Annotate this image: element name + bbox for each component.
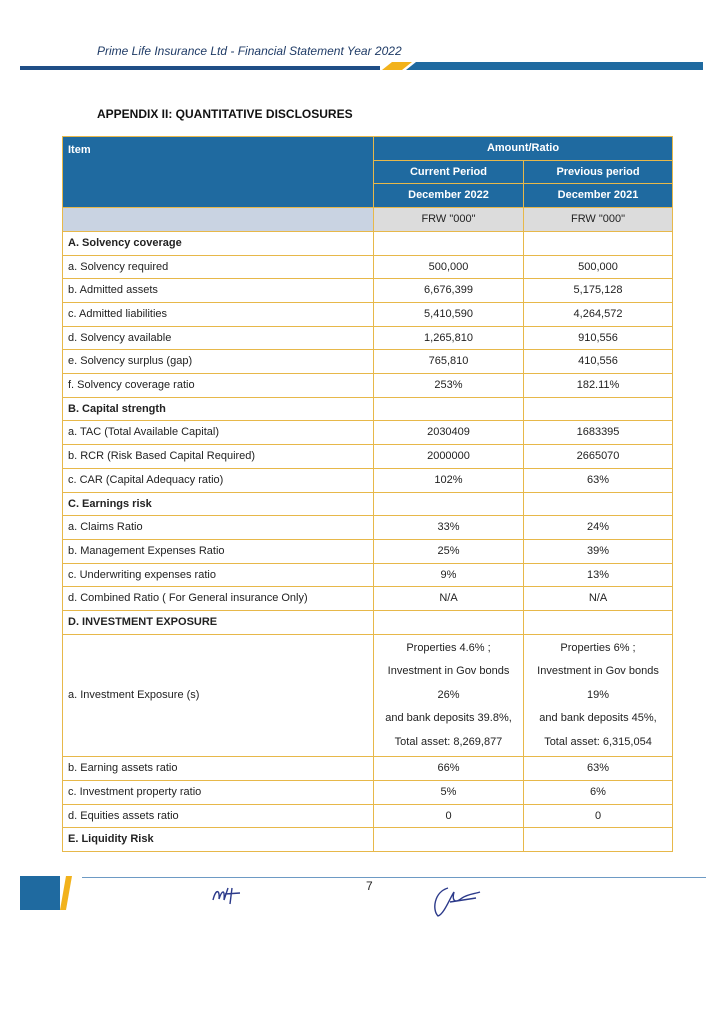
table-row (63, 255, 673, 279)
empty-cell (374, 231, 524, 255)
section-title: C. Earnings risk (63, 492, 374, 516)
page-header-title: Prime Life Insurance Ltd - Financial Statement Year 2022 (97, 44, 402, 58)
previous-value: 6% (524, 780, 673, 804)
value-line: Properties 6% ; (560, 641, 636, 654)
table-row (63, 468, 673, 492)
current-value: 5% (374, 780, 524, 804)
previous-value: 182.11% (524, 374, 673, 398)
empty-cell (524, 492, 673, 516)
table-row (63, 279, 673, 303)
unit-current: FRW "000" (374, 208, 524, 232)
column-header-current: Current Period (374, 160, 524, 184)
row-label: a. Claims Ratio (63, 516, 374, 540)
signature-right (428, 884, 484, 920)
empty-cell (374, 397, 524, 421)
empty-cell (524, 397, 673, 421)
current-value: 5,410,590 (374, 302, 524, 326)
table-row (63, 757, 673, 781)
table-row (63, 780, 673, 804)
row-label: a. Investment Exposure (s) (63, 634, 374, 757)
row-label: a. Solvency required (63, 255, 374, 279)
column-header-previous-date: December 2021 (524, 184, 673, 208)
row-label: b. Earning assets ratio (63, 757, 374, 781)
table-row (63, 516, 673, 540)
table-row (63, 587, 673, 611)
previous-value: 4,264,572 (524, 302, 673, 326)
current-value: 102% (374, 468, 524, 492)
previous-value: N/A (524, 587, 673, 611)
value-line: and bank deposits 45%, (539, 712, 657, 725)
value-line: Total asset: 6,315,054 (544, 735, 652, 748)
current-value (374, 634, 524, 757)
row-label: d. Combined Ratio ( For General insurance Only) (63, 587, 374, 611)
current-value: 765,810 (374, 350, 524, 374)
value-line: Total asset: 8,269,877 (394, 735, 503, 748)
previous-value: 5,175,128 (524, 279, 673, 303)
empty-cell (374, 611, 524, 635)
section-row (63, 611, 673, 635)
row-label: c. Admitted liabilities (63, 302, 374, 326)
row-label: b. Management Expenses Ratio (63, 539, 374, 563)
column-header-item: Item (63, 137, 374, 208)
appendix-title: APPENDIX II: QUANTITATIVE DISCLOSURES (97, 107, 353, 121)
empty-cell (374, 492, 524, 516)
footer-line (82, 877, 706, 878)
previous-value (524, 634, 673, 757)
value-line: 26% (437, 688, 460, 701)
value-line: Investment in Gov bonds (387, 665, 510, 678)
table-row (63, 374, 673, 398)
current-value: 9% (374, 563, 524, 587)
row-label: b. Admitted assets (63, 279, 374, 303)
header-decorative-bar (20, 62, 703, 72)
table-row (63, 634, 673, 757)
page-number: 7 (366, 879, 373, 893)
section-row (63, 397, 673, 421)
section-title: B. Capital strength (63, 397, 374, 421)
current-value: 253% (374, 374, 524, 398)
current-value: 1,265,810 (374, 326, 524, 350)
previous-value: 0 (524, 804, 673, 828)
value-line: and bank deposits 39.8%, (385, 712, 512, 725)
value-line: 19% (586, 688, 610, 701)
previous-value: 2665070 (524, 445, 673, 469)
current-value: 6,676,399 (374, 279, 524, 303)
section-title: D. INVESTMENT EXPOSURE (63, 611, 374, 635)
empty-cell (524, 611, 673, 635)
table-row (63, 539, 673, 563)
previous-value: 39% (524, 539, 673, 563)
row-label: c. CAR (Capital Adequacy ratio) (63, 468, 374, 492)
empty-cell (524, 828, 673, 852)
quantitative-disclosures-table (62, 136, 673, 852)
previous-value: 63% (524, 468, 673, 492)
previous-value: 910,556 (524, 326, 673, 350)
empty-cell (524, 231, 673, 255)
empty-cell (374, 828, 524, 852)
previous-value: 410,556 (524, 350, 673, 374)
table-row (63, 302, 673, 326)
current-value: 0 (374, 804, 524, 828)
row-label: a. TAC (Total Available Capital) (63, 421, 374, 445)
row-label: b. RCR (Risk Based Capital Required) (63, 445, 374, 469)
value-line: Properties 4.6% ; (406, 641, 491, 654)
row-label: c. Underwriting expenses ratio (63, 563, 374, 587)
row-label: f. Solvency coverage ratio (63, 374, 374, 398)
footer-decorative-bar (20, 876, 72, 910)
current-value: 33% (374, 516, 524, 540)
section-title: A. Solvency coverage (63, 231, 374, 255)
row-label: c. Investment property ratio (63, 780, 374, 804)
unit-previous: FRW "000" (524, 208, 673, 232)
table-row (63, 421, 673, 445)
row-label: e. Solvency surplus (gap) (63, 350, 374, 374)
section-row (63, 231, 673, 255)
current-value: 25% (374, 539, 524, 563)
current-value: 66% (374, 757, 524, 781)
section-row (63, 828, 673, 852)
unit-row-blank (63, 208, 374, 232)
current-value: 2000000 (374, 445, 524, 469)
table-row (63, 563, 673, 587)
column-header-group: Amount/Ratio (374, 137, 673, 161)
row-label: d. Equities assets ratio (63, 804, 374, 828)
previous-value: 500,000 (524, 255, 673, 279)
table-row (63, 350, 673, 374)
section-title: E. Liquidity Risk (63, 828, 374, 852)
initials-signature-left (210, 884, 246, 906)
column-header-current-date: December 2022 (374, 184, 524, 208)
value-line: Investment in Gov bonds (537, 665, 659, 678)
table-row (63, 326, 673, 350)
section-row (63, 492, 673, 516)
current-value: 2030409 (374, 421, 524, 445)
table-row (63, 445, 673, 469)
current-value: N/A (374, 587, 524, 611)
previous-value: 1683395 (524, 421, 673, 445)
row-label: d. Solvency available (63, 326, 374, 350)
previous-value: 63% (524, 757, 673, 781)
current-value: 500,000 (374, 255, 524, 279)
table-row (63, 804, 673, 828)
previous-value: 24% (524, 516, 673, 540)
previous-value: 13% (524, 563, 673, 587)
column-header-previous: Previous period (524, 160, 673, 184)
